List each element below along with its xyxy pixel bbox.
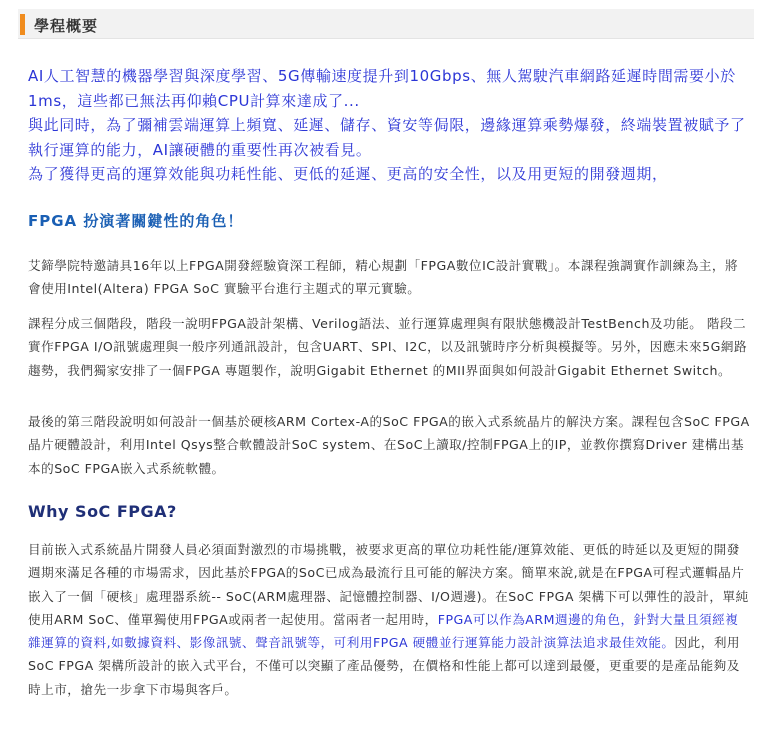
why-heading: Why SoC FPGA? — [28, 502, 177, 521]
why-text-part1: 目前嵌入式系統晶片開發人員必須面對激烈的市場挑戰，被要求更高的單位功耗性能/運算效能、更低的時延以及更短的開發週期來滿足各種的市場需求，因此基於FPGA的SoC已成為最流行且可能的解決方案。簡單來說,就是在FPGA可程式邏輯晶片嵌入了一個「硬核」處理器系統-- SoC(ARM處理器、記憶體控制器、I/O週邊)。在SoC FPGA 架構下可以彈性的設計，單純使用ARM SoC、僅單獨使用FPGA或兩者一起使用。當兩者一起用時， — [28, 542, 749, 627]
why-text-highlight: FPGA可以作為ARM週邊的角色，針對大量且須經複雜運算的資料,如數據資料、影像訊號、聲音訊號等，可利用FPGA 硬體並行運算能力設計演算法追求最佳效能。 — [28, 611, 739, 651]
paragraph-stages: 課程分成三個階段，階段一說明FPGA設計架構、Verilog語法、並行運算處理與有限狀態機設計TestBench及功能。 階段二實作FPGA I/O訊號處理與一般序列通訊設計，包含UART、SPI、I2C，以及訊號時序分析與模擬等。另外，因應未來5G網路趨勢，我們獨家安排了一個FPGA 專題製作，說明Gigabit Ethernet 的MII界面與如何設計Gigabit Ethernet Switch。 — [28, 316, 748, 378]
intro-line: 為了獲得更高的運算效能與功耗性能、更低的延遲、更高的安全性，以及用更短的開發週期， — [28, 165, 668, 183]
intro-block — [28, 64, 752, 187]
intro-line: 與此同時，為了彌補雲端運算上頻寬、延遲、儲存、資安等侷限，邊緣運算乘勢爆發，終端裝置被賦予了執行運算的能力，AI讓硬體的重要性再次被看見。 — [28, 116, 746, 159]
fpga-heading: FPGA 扮演著關鍵性的角色！ — [28, 212, 244, 230]
paragraph-why-soc-fpga — [28, 538, 750, 701]
paragraph-intro-course: 艾鍗學院特邀請具16年以上FPGA開發經驗資深工程師，精心規劃「FPGA數位IC設計實戰」。本課程強調實作訓練為主，將會使用Intel(Altera) FPGA SoC 實驗平台進行主題式的單元實驗。 — [28, 258, 739, 297]
section-title: 學程概要 — [34, 17, 99, 35]
paragraph-stage-three: 最後的第三階段說明如何設計一個基於硬核ARM Cortex-A的SoC FPGA的嵌入式系統晶片的解決方案。課程包含SoC FPGA晶片硬體設計，利用Intel Qsys整合軟體設計SoC system、在SoC上讀取/控制FPGA上的IP，並教你撰寫Driver 建構出基本的SoC FPGA嵌入式系統軟體。 — [28, 414, 750, 476]
why-text-part2: 因此，利用SoC FPGA 架構所設計的嵌入式平台，不僅可以突顯了產品優勢，在價格和性能上都可以達到最優，更重要的是產品能夠及時上市，搶先一步拿下市場與客戶。 — [28, 635, 740, 697]
section-accent-bar — [20, 14, 25, 35]
intro-line: AI人工智慧的機器學習與深度學習、5G傳輸速度提升到10Gbps、無人駕駛汽車網路延遲時間需要小於1ms，這些都已無法再仰賴CPU計算來達成了... — [28, 67, 736, 110]
section-header — [18, 9, 754, 39]
